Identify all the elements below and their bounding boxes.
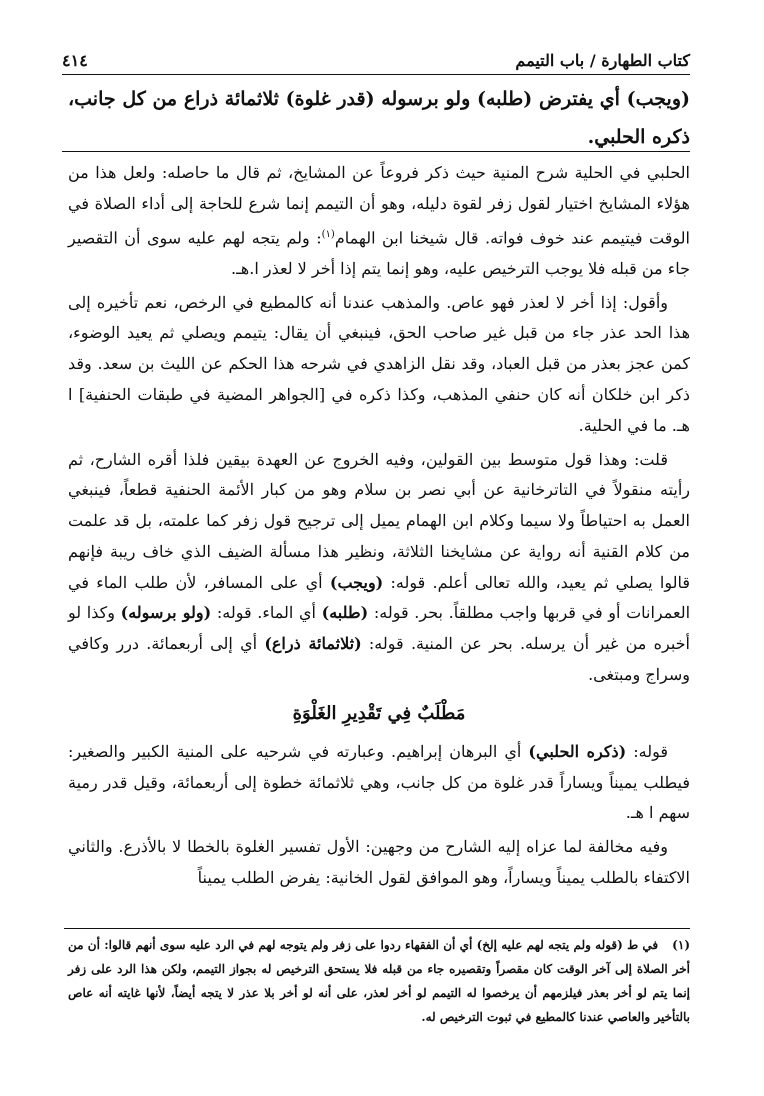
footnote-marker[interactable]: (١)	[321, 228, 335, 240]
matn-paragraph: (ويجب) أي يفترض (طلبه) ولو برسوله (قدر غلوة) ثلاثمائة ذراع من كل جانب، ذكره الحلبي.	[68, 88, 690, 148]
footnote-number: (١)	[672, 938, 690, 952]
section-heading: مَطْلَبٌ فِي تَقْدِيرِ الغَلْوَةِ	[292, 702, 466, 724]
commentary-paragraph-2: وأقول: إذا أخر لا لعذر فهو عاص. والمذهب عندنا أنه كالمطيع في الرخص، نعم تأخيره إلى هذا الحد عذر جاء من قبل غير صاحب الحق، فينبغي أن يقال: يتيمم ويصلي ثم يعيد الوضوء، كمن عجز بعذر من قبل العباد، وقد نقل الزاهدي في شرحه هذا الحكم عن الليث بن سعد. وقد ذكر ابن خلكان أنه كان حنفي المذهب، وكذا ذكره في [الجواهر المضية في طبقات الحنفية] ا هـ. ما في الحلية.	[68, 292, 690, 435]
page-number: ٤١٤	[62, 51, 88, 70]
footnote-rule	[64, 928, 690, 929]
matn-text	[68, 80, 690, 156]
commentary-body	[68, 158, 690, 897]
commentary-paragraph-1: الحلبي في الحلية شرح المنية حيث ذكر فروعاً عن المشايخ، ثم قال ما حاصله: ولعل هذا من هؤلاء المشايخ اختيار لقول زفر لقوة دليله، وهو أن التيمم إنما شرع للحاجة إلى أداء الصلاة في الوقت فيتيمم عند خوف فواته. قال شيخنا ابن الهمام$^{(١)}$: ولم يتجه لهم عليه سوى أن التقصير جاء من قبله فلا يوجب الترخيص عليه، وهو إنما يتم إذا أخر لا لعذر ا.هـ.	[68, 163, 691, 278]
running-title: كتاب الطهارة / باب التيمم	[515, 51, 690, 70]
matn-rule	[62, 151, 690, 152]
header-rule	[62, 74, 690, 75]
commentary-paragraph-4: قوله: (ذكره الحلبي) أي البرهان إبراهيم. وعبارته في شرحيه على المنية الكبير والصغير: فيطلب يميناً ويساراً قدر غلوة من كل جانب، وهي ثلاثمائة خطوة إلى أربعمائة، وقيل قدر رمية سهم ا هـ.	[68, 741, 690, 823]
footnote-text: في ط (قوله ولم يتجه لهم عليه إلخ) أي أن الفقهاء ردوا على زفر ولم يتوجه لهم في الرد عليه سوى أنهم قالوا: أن من أخر الصلاة إلى آخر الوقت كان مقصراً وتقصيره جاء من قبله فلا يستحق الترخيص له بجواز التيمم، ولكن هذا الرد على زفر إنما يتم لو أخر بعذر فيلزمهم أن يرخصوا له التيمم لو أخر لعذر، على أنه لو أخر بلا عذر لا يتجه أيضاً، لأنها غايته أنه عاص بالتأخير والعاصي عندنا كالمطيع في ثبوت الترخيص له.	[68, 938, 690, 1024]
footnote	[68, 933, 690, 1029]
page-header	[62, 40, 690, 70]
commentary-paragraph-3: قلت: وهذا قول متوسط بين القولين، وفيه الخروج عن العهدة بيقين فلذا أقره الشارح، ثم رأيته منقولاً في التاترخانية عن أبي نصر بن سلام وهو من كبار الأئمة الحنفية قطعاً، فينبغي العمل به احتياطاً ولا سيما وكلام ابن الهمام يميل إلى ترجيح قول زفر كما علمته، بل قد علمت من كلام القنية أنه رواية عن مشايخنا الثلاثة، ونظير هذا مسألة الضيف الذي خاف ريبة فإنهم قالوا يصلي ثم يعيد، والله تعالى أعلم. قوله: (ويجب) أي على المسافر، لأن طلب الماء في العمرانات أو في قربها واجب مطلقاً. بحر. قوله: (طلبه) أي الماء. قوله: (ولو برسوله) وكذا لو أخبره من غير أن يرسله. بحر عن المنية. قوله: (ثلاثمائة ذراع) أي إلى أربعمائة. درر وكافي وسراج ومبتغى.	[68, 449, 691, 685]
commentary-paragraph-5: وفيه مخالفة لما عزاه إليه الشارح من وجهين: الأول تفسير الغلوة بالخطا لا بالأذرع. والثاني الاكتفاء بالطلب يميناً ويساراً، وهو الموافق لقول الخانية: يفرض الطلب يميناً	[68, 837, 690, 888]
